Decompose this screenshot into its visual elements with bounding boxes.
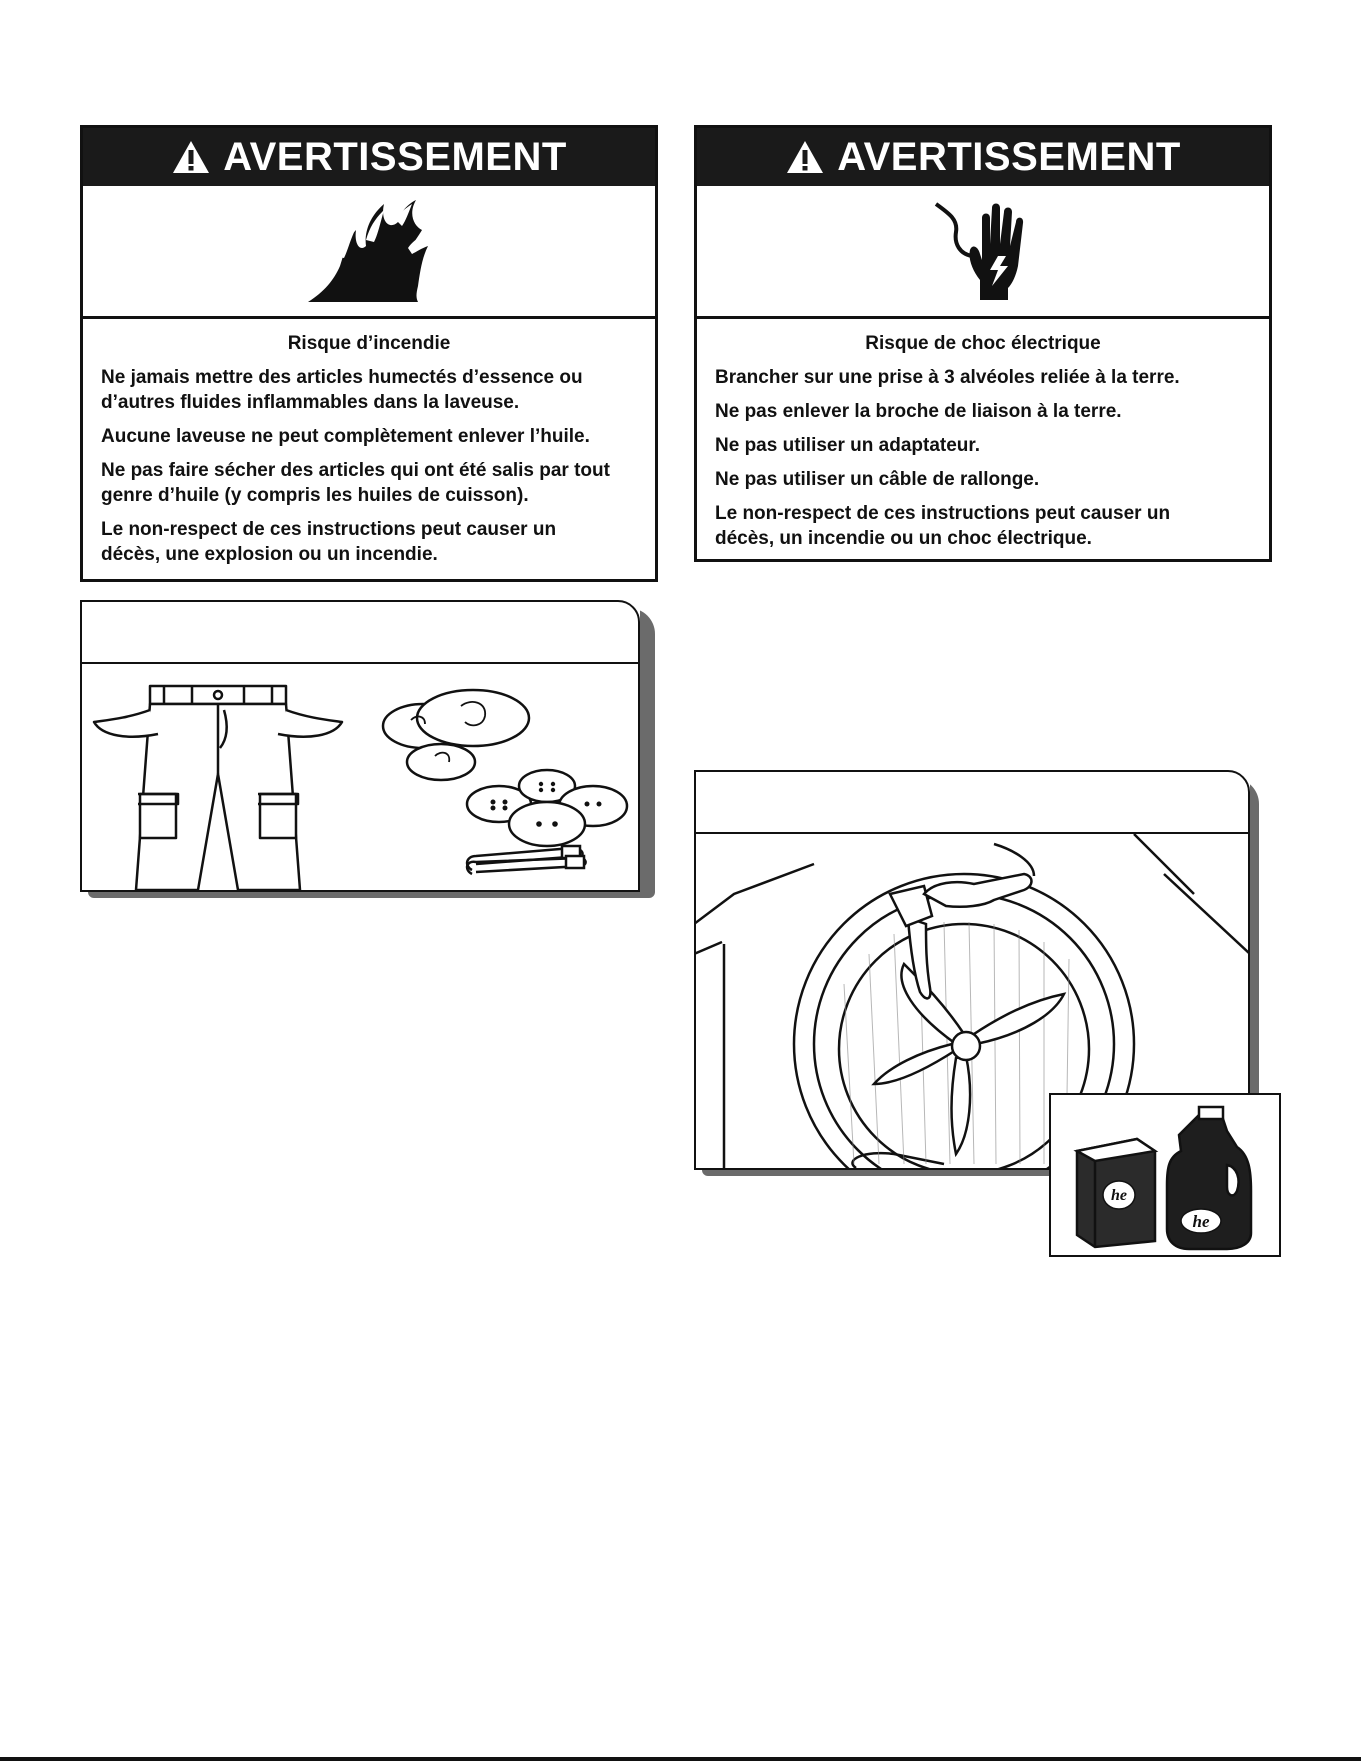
fire-icon	[304, 196, 434, 306]
warning-icon-area	[83, 186, 655, 319]
warning-icon-area	[697, 186, 1269, 319]
pants-empty-pockets-icon	[88, 664, 348, 890]
warning-paragraph: Ne pas utiliser un adaptateur.	[715, 435, 981, 456]
he-detergent-icon	[1051, 1095, 1277, 1253]
warning-title: AVERTISSEMENT	[837, 134, 1181, 179]
illustration-content	[80, 664, 640, 892]
illustration-header	[80, 600, 640, 664]
warning-subtitle: Risque d’incendie	[287, 333, 451, 354]
warning-paragraph: Brancher sur une prise à 3 alvéoles reliée à la terre.	[715, 367, 1180, 388]
warning-body	[83, 319, 655, 586]
warning-header	[83, 128, 655, 186]
warning-triangle-icon	[171, 139, 211, 175]
warning-triangle-icon	[785, 139, 825, 175]
warning-paragraph: Le non-respect de ces instructions peut causer un décès, une explosion ou un incendie.	[101, 519, 557, 565]
fire-warning-box	[80, 125, 658, 582]
illustration-header	[694, 770, 1250, 834]
warning-paragraph: Ne pas faire sécher des articles qui ont été salis par tout genre d’huile (y compris les huiles de cuisson).	[101, 460, 610, 506]
warning-title: AVERTISSEMENT	[223, 134, 567, 179]
warning-header	[697, 128, 1269, 186]
warning-paragraph: Le non-respect de ces instructions peut causer un décès, un incendie ou un choc électrique.	[715, 503, 1171, 549]
electric-shock-hand-icon	[928, 196, 1038, 306]
shock-warning-box	[694, 125, 1272, 562]
he-logo-text: he	[1111, 1187, 1127, 1204]
pockets-illustration	[80, 600, 640, 892]
warning-paragraph: Aucune laveuse ne peut complètement enlever l’huile.	[101, 426, 590, 447]
warning-body	[697, 319, 1269, 570]
warning-subtitle: Risque de choc électrique	[865, 333, 1101, 354]
warning-paragraph: Ne jamais mettre des articles humectés d’essence ou d’autres fluides inflammables dans la laveuse.	[101, 367, 583, 413]
he-logo-text: he	[1192, 1212, 1210, 1231]
warning-paragraph: Ne pas enlever la broche de liaison à la terre.	[715, 401, 1122, 422]
page-bottom-rule	[0, 1757, 1361, 1761]
warning-paragraph: Ne pas utiliser un câble de rallonge.	[715, 469, 1040, 490]
safety-pins-icon	[462, 842, 592, 882]
he-detergent-inset	[1049, 1093, 1281, 1257]
